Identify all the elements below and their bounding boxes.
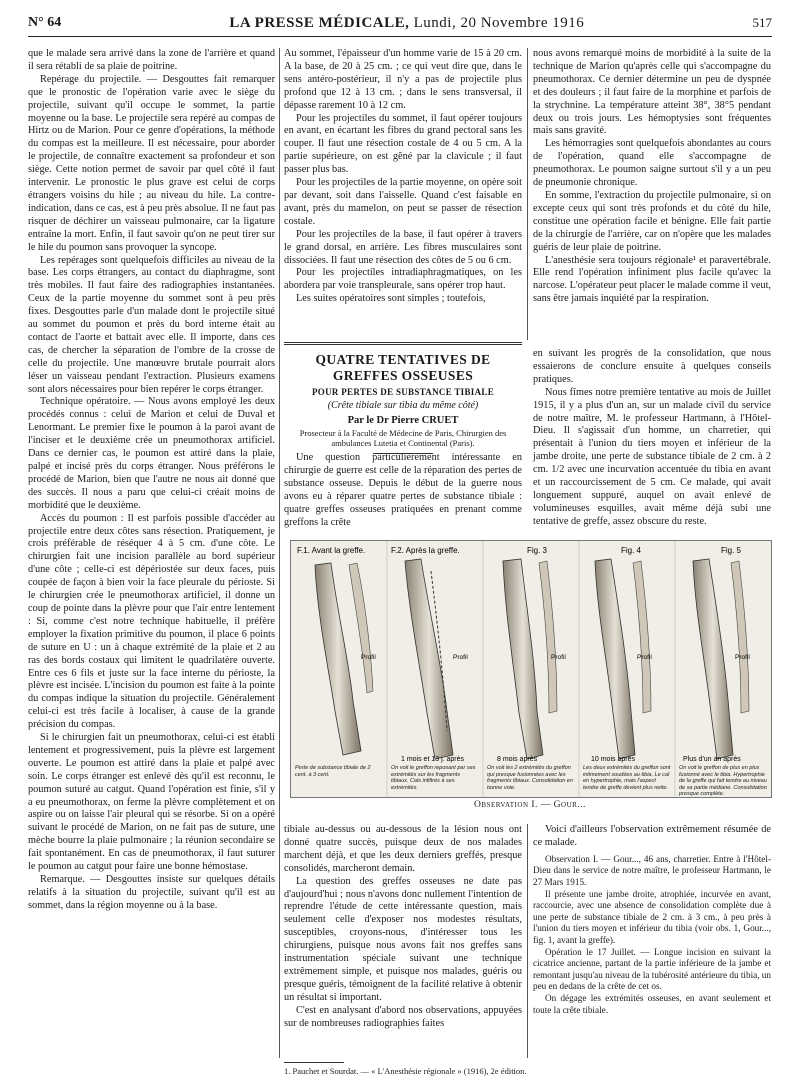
paragraph-technique: Technique opératoire. — Nous avons employé les deux procédés connus : celui de Marion et celui de Duval et Lenormant. Le premier fixe le poumon à la paroi avant de l'inciser et le deuxième crée un pneumothorax artificiel. Dans ce dernier cas, le poumon est attiré dans la plaie, palpé et incisé près du corps étranger. Nous préférons le procédé de Marion, bien que l'autre ne nous ait donné que des succès. Il nous a paru que celui-ci créait moins de morbidité que le deuxième. [28,396,275,511]
article-subtitle: POUR PERTES DE SUBSTANCE TIBIALE [312,387,494,397]
article-header [284,348,522,454]
paragraph: L'anesthésie sera toujours régionale¹ et paravertébrale. Elle rend l'opération infiniment plus facile qu'avec la narcose. L'opérateur peut placer le malade comme il veut, sans être jamais inquiété par la respiration. [533,254,771,305]
issue-number: N° 64 [28,15,62,30]
profil-label: Profil [551,654,566,661]
paragraph: Pour les projectiles du sommet, il faut opérer toujours en avant, en écartant les fibres du grand pectoral sans les couper. Il faut une résection costale de 4 ou 5 cm. A la partie supérieure, on est gêné par la clavicule ; il faut passer plus bas. [284,112,522,176]
panel-label: Fig. 4 [621,546,642,555]
column-2-top [284,48,522,306]
paragraph: Nous fîmes notre première tentative au mois de Juillet 1915, il y a plus d'un an, sur un malade civil du service de notre maître, M. le professeur Hartmann, à l'Hôtel-Dieu. Il s'agissait d'un homme, un charretier, qui présentait à l'union du tiers moyen et inférieur de la jambe droite, une perte de substance tibiale de 2 cm. à 2 cm. 1/2 avec une incurvation accentuée du tibia en avant et un raccourcissement de 5 cm. Ce malade, qui avait longuement suppuré, auquel on avait enlevé de volumineuses esquilles, avait même déjà subi une tentative de greffe, assez obscure du reste. [533,386,771,527]
panel-label: F.1. Avant la greffe. [297,546,366,555]
observation-paragraph: On dégage les extrémités osseuses, en avant seulement et toute la crête tibiale. [533,992,771,1015]
journal-name: LA PRESSE MÉDICALE, [229,14,410,31]
page-number: 517 [752,15,772,30]
figure-note: On voit le greffon reposant par ses extrémités sur les fragments tibiaux. Cals infiltrés à ses extrémités. [391,765,476,791]
column-3-bottom [533,824,771,1016]
paragraph-reperage: Repérage du projectile. — Desgouttes fait remarquer que le pronostic de l'opération varie avec le siège du projectile, suivant qu'il occupe le sommet, la partie moyenne ou la base. Le projectile sera repéré au compas de Hirtz ou de Marion. Pour ce genre d'opérations, la méthode du compas est la meilleure. Il est nécessaire, pour aborder le projectile, de connaître exactement sa profondeur et son siège. Cette notion permet de savoir par quel côté il faut intervenir. Le pronostic le plus grave est celui de corps étrangers voisins du hile ; au niveau du hile. La contre-indication, dans ce cas, est à peu près absolue. Il ne faut pas risquer de déchirer un vaisseau pulmonaire, car la ligature entraîne la mort. Enfin, il faut savoir qu'on ne peut tirer sur le hile du poumon sans provoquer la syncope. [28,73,275,253]
paragraph: Pour les projectiles de la partie moyenne, on opère soit par devant, soit dans l'aisselle. Quand c'est faisable en avant, près du mamelon, on peut se passer de résection costale. [284,177,522,227]
figure-note: On voit le greffon de plus en plus fusionné avec le tibia. Hypertrophie de la greffe qui fait tendre au niveau de sa partie médiane. Consolidation presque complète. [679,765,767,797]
radiograph-figure [290,540,772,798]
paragraph-remarque: Remarque. — Desgouttes insiste sur quelques détails relatifs à la situation du projectile, suivant qu'il est au sommet, dans la région moyenne ou à la base. [28,874,275,911]
page-header [28,10,772,37]
column-divider [527,48,528,340]
footnote: 1. Pauchet et Sourdat. — « L'Anesthésie régionale » (1916), 2e édition. [284,1066,527,1076]
column-divider [527,824,528,1058]
time-label: 10 mois après [591,756,635,763]
paragraph: Les suites opératoires sont simples ; toutefois, [296,293,486,305]
paragraph: tibiale au-dessus ou au-dessous de la lésion nous ont donné quatre succès, puisque deux de nos malades marchent déjà, et que les deux derniers greffés, presque consolidés, marcheront demain. [284,824,522,874]
paragraph: Pour les projectiles intradiaphragmatiques, on les abordera par voie transpleurale, sans opérer trop haut. [284,267,522,292]
paragraph: Si le chirurgien fait un pneumothorax, celui-ci est établi lentement et progressivement, puis la plèvre est largement ouverte. Le poumon est attiré dans la plaie et palpé avec soin. Le corps étranger est enlevé dès qu'il est reconnu, le poumon suturé au catgut. Quand l'opération est finie, s'il y a eu pneumothorax, on ferme la plèvre complètement et on aspire ou on laisse l'air pleural qui se résorbe. Si on a opéré suivant le procédé de Marion, on ne fait pas de suture, une mèche bourre la plaie pulmonaire ; la réunion secondaire se fait spontanément. En cas de pneumothorax, il faut suturer le poumon au catgut pour faire une bonne hémostase. [28,732,275,873]
author-affiliation: Prosecteur à la Faculté de Médecine de Paris, Chirurgien des ambulances Lutetia et Continental (Paris). [299,428,507,448]
column-divider [279,48,280,1058]
article-author: Par le Dr Pierre CRUET [347,415,459,426]
article-separator [284,344,522,345]
article-separator [284,342,522,343]
column-1 [28,48,275,913]
column-2-bottom [284,824,522,1031]
figure-caption: Observation I. — Gour... [474,800,586,810]
paragraph: Au sommet, l'épaisseur d'un homme varie de 15 à 20 cm. A la base, de 20 à 25 cm. ; ce qui veut dire que, dans le sens antéro-postérieur, il n'y a pas de projectile plus profond que 12 à 13 cm. ; dans le sens transversal, il dépasse rarement 10 à 12 cm. [284,48,522,111]
article-title: QUATRE TENTATIVES DE GREFFES OSSEUSES [315,352,491,383]
time-label: 8 mois après [497,756,538,763]
panel-label: Fig. 5 [721,546,742,555]
paragraph: en suivant les progrès de la consolidation, que nous essaierons de conclure ensuite à quelques conseils pratiques. [533,348,771,385]
paragraph: Pour les projectiles de la base, il faut opérer à travers le grand dorsal, en arrière. Les fibres musculaires sont dissociées. Il faut une résection des côtes de 5 ou 6 cm. [284,228,522,266]
observation-paragraph: Opération le 17 Juillet. — Longue incision en suivant la cicatrice ancienne, partant de la partie inférieure de la jambe et remontant jusqu'au niveau de la tubérosité antérieure du tibia, un peu en dedans de la crête de cet os. [533,946,771,992]
paragraph: nous avons remarqué moins de morbidité à la suite de la technique de Marion qu'après celle qui s'accompagne du pneumothorax. Ce dernier détermine un peu de dyspnée et des douleurs ; il faut faire de la morphine et parfois de la strychnine. La température atteint 38°, 38°5 pendant deux ou trois jours. Les hémoptysies sont fréquentes mais sans gravité. [533,48,771,137]
bone-drawing [291,541,771,797]
figure-note: Les deux extrémités du greffon sont intimement soudées au tibia. Le cal en hypertrophie, mais l'aspect tendre de greffe devient plus nette. [583,765,671,791]
paragraph: Les hémorragies sont quelquefois abondantes au cours de l'opération, quand elle s'accompagne de pneumothorax. Le poumon saigne surtout s'il y a un peu de pneumonie chronique. [533,138,771,189]
paragraph: Les repérages sont quelquefois difficiles au niveau de la base. Les corps étrangers, au contact du diaphragme, sont très mobiles. Il faut faire des radiographies instantanées. Ceux de la partie moyenne du sommet sont à peu près fixes. Desgouttes parle d'un malade dont le projectile situé au sommet du poumon et près du bord interne était au contact de l'aorte et battait avec elle. Il importe, dans ces cas, de chercher la séparation de l'ombre de la crosse de celle du projectile. Une manœuvre brutale pourrait alors léser un vaisseau pendant l'extraction. Plusieurs examens sont alors nécessaires pour bien repérer le corps étranger. [28,254,275,395]
paragraph-acces: Accès du poumon : Il est parfois possible d'accéder au projectile entre deux côtes sans résection. Pratiquement, je crois préférable de réséquer 4 à 5 cm. d'une côte. Le chirurgien fait une incision parallèle au bord supérieur d'une côte ; celle-ci est dépériostée sur deux faces, puis coupée de façon à bien voir la face pleurale du périoste. Si le chirurgien crée le pneumothorax artificiel, il donne un coup de pointe dans la plèvre pour que l'air entre lentement : Si, comme c'est notre technique habituelle, il préfère employer la fixation primitive du poumon, il place 6 points de suture en U : un à chaque extrémité de la plaie et 2 au ras des bords costaux qui limitent le quadrilatère ouverte. Entre ces 6 fils et juste sur la face interne du périoste, la plèvre est incisée. L'incision du poumon est faite à la pointe du compas indique la situation du projectile. Généralement celui-ci est très facile à localiser, à cause de la grande précision du compas. [28,512,275,731]
profil-label: Profil [361,654,376,661]
panel-label: Fig. 3 [527,546,548,555]
paragraph: En somme, l'extraction du projectile pulmonaire, si on excepte ceux qui sont très profonds et du côté du hile, constitue une opération facile et bénigne. Elle fait partie de la chirurgie de l'arrière, car on n'opère que les malades guéris de leur plaie de poitrine. [533,189,771,253]
paragraph: La question des greffes osseuses ne date pas d'aujourd'hui ; nous n'avons donc nullement l'intention de reprendre l'étude de cette intéressante question, mais seulement celle d'exposer nos modestes résultats, susceptibles, croyons-nous, d'intéresser tous les chirurgiens, puisque nous avons fait nos greffes sans instrumentation spéciale suivant une technique extrêmement simple, et puisque nos malades, guéris ou presque guéris, témoignent de la facilité relative à obtenir un résultat si important. [284,875,522,1003]
time-label: Plus d'un an après [683,756,741,763]
paragraph: Une question particulièrement intéressante en chirurgie de guerre est celle de la réparation des pertes de substance osseuse. Depuis le début de la guerre nous avons eu à réparer quatre pertes de substance tibiale : quatre greffes osseuses pratiquées en prenant comme greffons la crête [284,452,522,528]
time-label: 1 mois et 13 j. après [401,756,465,763]
observation-paragraph: Observation I. — Gour..., 46 ans, charretier. Entre à l'Hôtel-Dieu dans le service de notre maître, le professeur Hartmann, le 27 Mars 1915. [533,853,771,887]
figure-note: On voit les 2 extrémités du greffon qui presque fusionnées avec les fragments tibiaux. Consolidation en bonne voie. [487,765,573,791]
column-3-top [533,48,771,306]
profil-label: Profil [453,654,468,661]
article-note: (Crête tibiale sur tibia du même côté) [327,400,479,411]
paragraph: que le malade sera arrivé dans la zone de l'arrière et quand il sera rétabli de sa plaie de poitrine. [28,48,275,72]
figure-note: Perte de substance tibiale de 2 cent. à 3 cent. [295,765,371,778]
paragraph: C'est en analysant d'abord nos observations, appuyées sur de nombreuses radiographies faites [284,1004,522,1029]
paragraph: Voici d'ailleurs l'observation extrêmement résumée de ce malade. [533,824,771,848]
panel-label: F.2. Après la greffe. [391,546,460,555]
profil-label: Profil [637,654,652,661]
column-2-mid [284,452,522,529]
profil-label: Profil [735,654,750,661]
footnote-rule [284,1062,344,1063]
journal-title [229,15,584,32]
issue-date: Lundi, 20 Novembre 1916 [413,14,585,31]
column-3-mid [533,348,771,529]
observation-paragraph: Il présente une jambe droite, atrophiée, incurvée en avant, raccourcie, avec une absence de consolidation complète due à une perte de substance tibiale de 2 cm. à 3 cm., à peu près à l'union du tiers moyen et inférieur du tibia (voir obs. 1, Gour..., fig. 1, avant la greffe). [533,888,771,945]
